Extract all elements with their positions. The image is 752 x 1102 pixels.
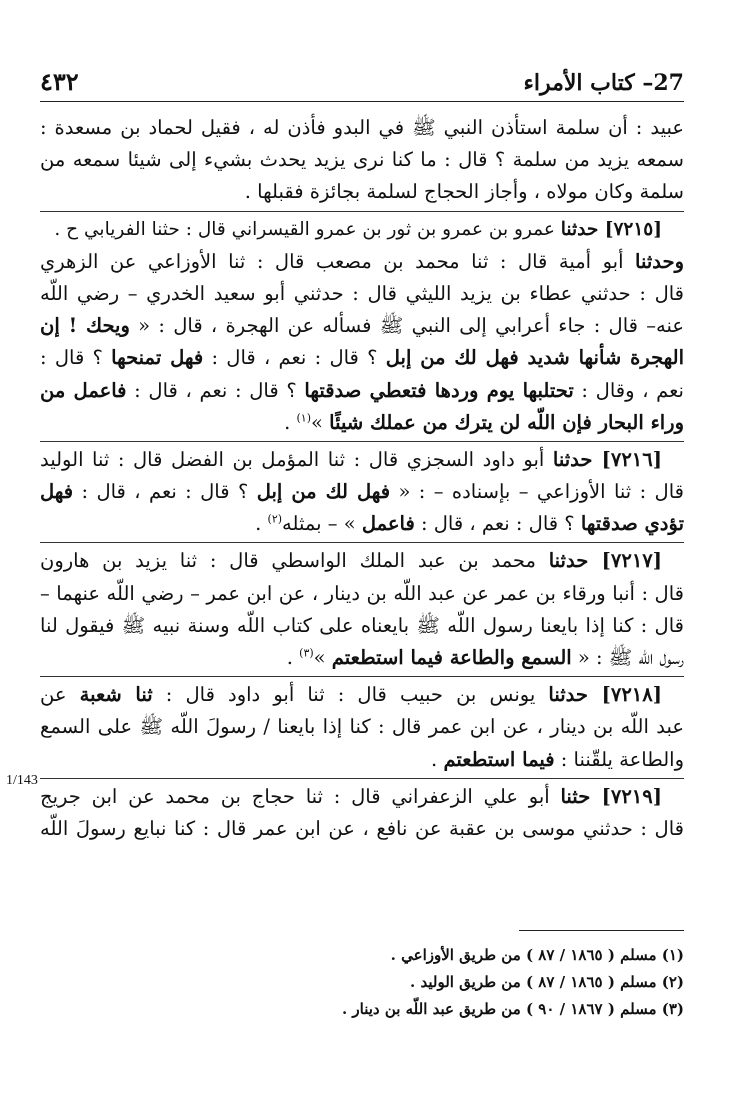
footnote-3: (٣) مسلم ( ١٨٦٧ / ٩٠ ) من طريق عبد اللّه بن دينار . bbox=[341, 1000, 684, 1018]
footnotes bbox=[240, 942, 684, 1023]
page-header bbox=[40, 58, 684, 94]
text-line: قال : حدثني عطاء بن يزيد الليثي قال : حدثني أبو سعيد الخدري – رضي اللّه bbox=[40, 281, 684, 305]
main-text bbox=[40, 112, 684, 845]
text-line: قال : حدثني موسى بن عقبة عن نافع ، عن ابن عمر قال : كنا نبايع رسولَ اللّه bbox=[40, 816, 684, 840]
text-line: قال : كنا إذا بايعنا رسول اللّه ﷺ بايعناه على كتاب اللّه وسنة نبيه ﷺ فيقول لنا bbox=[40, 613, 684, 637]
text-line: عبد اللّه بن دينار ، عن ابن عمر قال : كنا إذا بايعنا / رسولَ اللّه ﷺ على السمع bbox=[40, 715, 684, 739]
footnote-2: (٢) مسلم ( ١٨٦٥ / ٨٧ ) من طريق الوليد . bbox=[410, 973, 684, 991]
hadith-7217-line: [٧٢١٧] حدثنا محمد بن عبد الملك الواسطي قال : ثنا يزيد بن هارون bbox=[40, 549, 663, 573]
footnote-rule bbox=[519, 930, 684, 931]
text-line: والطاعة يلقّننا : فيما استطعتم . bbox=[431, 747, 684, 771]
text-line: نعم ، وقال : تحتلبها يوم وردها فتعطي صدقتها ؟ قال : نعم ، قال : فاعمل من bbox=[40, 378, 684, 402]
text-line: قال : ثنا الأوزاعي – بإسناده – : « فهل لك من إبل ؟ قال : نعم ، قال : فهل bbox=[40, 480, 684, 504]
hadith-7219-line: [٧٢١٩] حثنا أبو علي الزعفراني قال : ثنا حجاج بن محمد عن ابن جريج bbox=[40, 784, 662, 808]
hadith-7216-line: [٧٢١٦] حدثنا أبو داود السجزي قال : ثنا المؤمل بن الفضل قال : ثنا الوليد bbox=[40, 447, 662, 471]
text-line: عبيد : أن سلمة استأذن النبي ﷺ في البدو فأذن له ، فقيل لحماد بن مسعدة : bbox=[40, 116, 684, 139]
footnote-ref: (٣) bbox=[299, 646, 314, 660]
footnote-ref: (٢) bbox=[267, 512, 283, 526]
text-line: قال : أنبا ورقاء بن عمر عن عبد اللّه بن دينار ، عن ابن عمر – رضي اللّه عنهما – bbox=[40, 581, 684, 605]
margin-reference: 1/143 bbox=[6, 773, 38, 788]
text-line: الهجرة شأنها شديد فهل لك من إبل ؟ قال : نعم ، قال : فهل تمنحها ؟ قال : bbox=[40, 346, 684, 370]
hadith-7215-line: [٧٢١٥] حدثنا عمرو بن عمرو بن ثور بن عمرو القيسراني قال : حثنا الفريابي ح . bbox=[54, 218, 662, 240]
text-line: وراء البحار فإن اللّه لن يترك من عملك شيئًا »$^{(١)}$ . bbox=[284, 410, 684, 434]
text-line: رسول اللّه ﷺ : « السمع والطاعة فيما استطعتم »$^{(٣)}$ . bbox=[286, 646, 684, 669]
footnote-ref: (١) bbox=[296, 411, 312, 425]
page-number: ٤٣٢ bbox=[40, 67, 79, 96]
hadith-7218-line: [٧٢١٨] حدثنا يونس بن حبيب قال : ثنا أبو داود قال : ثنا شعبة عن bbox=[40, 683, 662, 707]
footnote-1: (١) مسلم ( ١٨٦٥ / ٨٧ ) من طريق الأوزاعي . bbox=[390, 946, 684, 964]
text-line: سمعه يزيد من سلمة ؟ قال : ما كنا نرى يزيد يحدث بشيء إلى شيئا سمعه من bbox=[40, 148, 684, 172]
header-rule bbox=[40, 101, 684, 102]
chapter-title: 27– كتاب الأمراء bbox=[523, 70, 684, 96]
text-line: وحدثنا أبو أمية قال : ثنا محمد بن مصعب قال : ثنا الأوزاعي عن الزهري bbox=[40, 249, 684, 273]
text-line: سلمة وكان مولاه ، وأجاز الحجاج لسلمة بجائزة فقبلها . bbox=[244, 180, 684, 204]
text-line: تؤدي صدقتها ؟ قال : نعم ، قال : فاعمل » – بمثله$^{(٢)}$ . bbox=[255, 512, 684, 536]
text-line: عنه– قال : جاء أعرابي إلى النبي ﷺ فسأله عن الهجرة ، قال : « ويحك ! إن bbox=[40, 314, 684, 338]
